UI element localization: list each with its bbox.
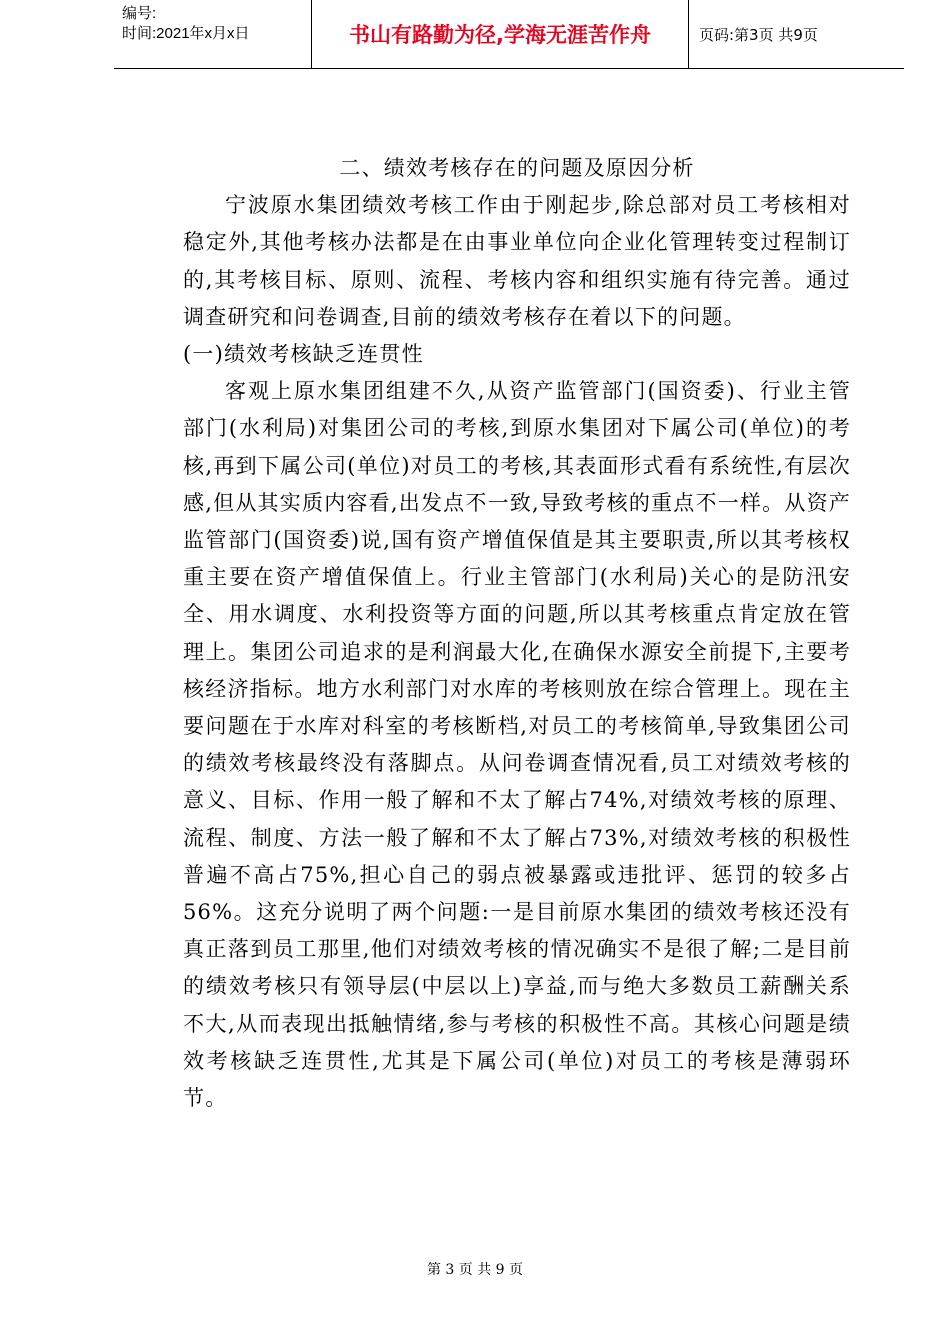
page-header [114,0,904,69]
number-label: 编号: [122,5,157,22]
header-meta [114,0,312,68]
document-body [183,150,851,1117]
header-motto: 书山有路勤为径,学海无涯苦作舟 [312,0,689,68]
page-footer: 第 3 页 共 9 页 [426,1262,524,1278]
section-title: 二、绩效考核存在的问题及原因分析 [339,156,695,180]
paragraph: 客观上原水集团组建不久,从资产监管部门(国资委)、行业主管部门(水利局)对集团公司的考核,到原水集团对下属公司(单位)的考核,再到下属公司(单位)对员工的考核,其表面形式看有系统性,有层次感,但从其实质内容看,出发点不一致,导致考核的重点不一样。从资产监管部门(国资委)说,国有资产增值保值是其主要职责,所以其考核权重主要在资产增值保值上。行业主管部门(水利局)关心的是防汛安全、用水调度、水利投资等方面的问题,所以其考核重点肯定放在管理上。集团公司追求的是利润最大化,在确保水源安全前提下,主要考核经济指标。地方水利部门对水库的考核则放在综合管理上。现在主要问题在于水库对科室的考核断档,对员工的考核简单,导致集团公司的绩效考核最终没有落脚点。从问卷调查情况看,员工对绩效考核的意义、目标、作用一般了解和不太了解占74%,对绩效考核的原理、流程、制度、方法一般了解和不太了解占73%,对绩效考核的积极性普遍不高占75%,担心自己的弱点被暴露或违批评、惩罚的较多占56%。这充分说明了两个问题:一是目前原水集团的绩效考核还没有真正落到员工那里,他们对绩效考核的情况确实不是很了解;二是目前的绩效考核只有领导层(中层以上)享益,而与绝大多数员工薪酬关系不大,从而表现出抵触情绪,参与考核的积极性不高。其核心问题是绩效考核缺乏连贯性,尤其是下属公司(单位)对员工的考核是薄弱环节。 [183,379,851,1111]
header-page-info: 页码:第3页 共9页 [699,25,818,44]
subsection-title: (一)绩效考核缺乏连贯性 [183,342,424,367]
paragraph: 宁波原水集团绩效考核工作由于刚起步,除总部对员工考核相对稳定外,其他考核办法都是在由事业单位向企业化管理转变过程制订的,其考核目标、原则、流程、考核内容和组织实施有待完善。通过调查研究和问卷调查,目前的绩效考核存在着以下的问题。 [183,193,851,329]
time-label: 时间:2021年x月x日 [122,25,250,42]
